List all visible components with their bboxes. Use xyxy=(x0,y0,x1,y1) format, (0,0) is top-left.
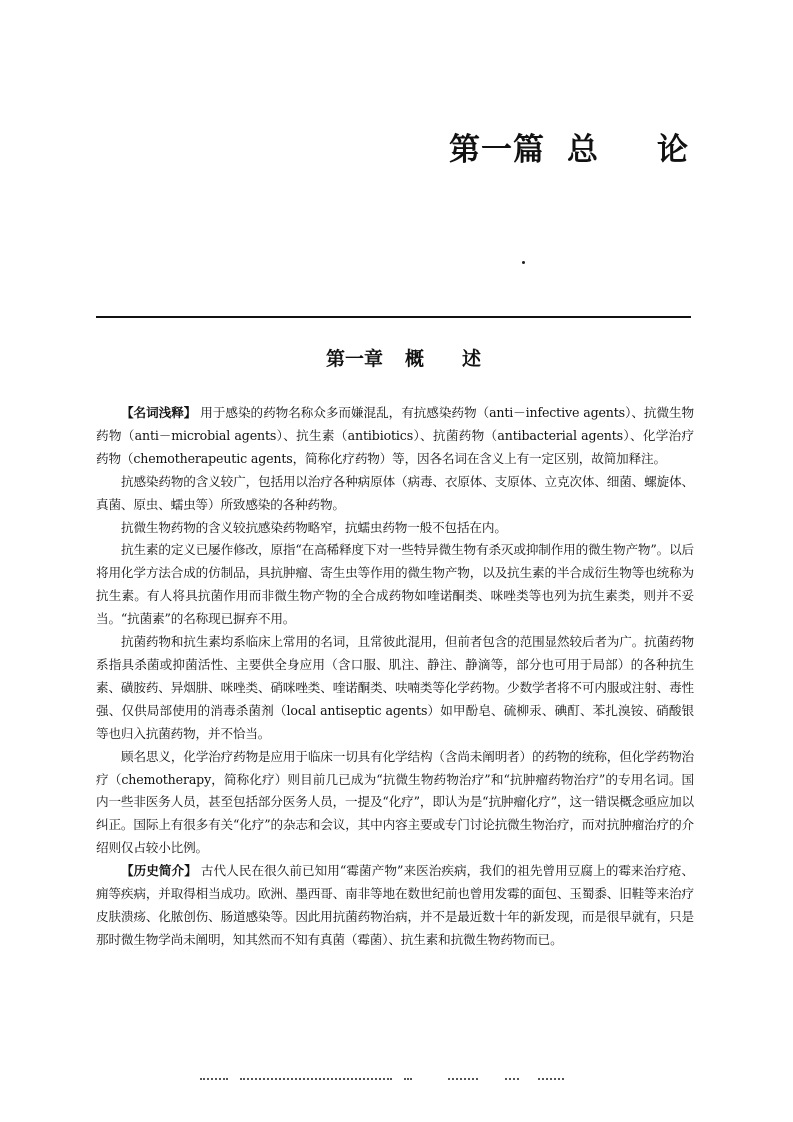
paragraph-antibiotics xyxy=(96,539,694,631)
paragraph-history xyxy=(96,860,694,952)
chapter-title xyxy=(0,344,793,371)
paragraph-antibacterial xyxy=(96,631,694,746)
part-title-word-1: 第一篇 xyxy=(449,132,545,168)
paragraph-text: 抗微生物药物的含义较抗感染药物略窄，抗蠕虫药物一般不包括在内。 xyxy=(121,519,507,535)
paragraph-text: 抗生素的定义已屡作修改，原指“在高稀释度下对一些特异微生物有杀灭或抑制作用的微生物产物”。以后将用化学方法合成的仿制品，具抗肿瘤、寄生虫等作用的微生物产物，以及抗生素的半合成衍生物等也统称为抗生素。有人将具抗菌作用而非微生物产物的全合成药物如喹诺酮类、咪唑类等也列为抗生素类，则并不妥当。“抗菌素”的名称现已摒弃不用。 xyxy=(96,542,694,627)
paragraph-text: 古代人民在很久前已知用“霉菌产物”来医治疾病，我们的祖先曾用豆腐上的霉来治疗疮、痈等疾病，并取得相当成功。欧洲、墨西哥、南非等地在数世纪前也曾用发霉的面包、玉蜀黍、旧鞋等来治疗皮肤溃疡、化脓创伤、肠道感染等。因此用抗菌药物治病，并不是最近数十年的新发现，而是很早就有，只是那时微生物学尚未阐明，知其然而不知有真菌（霉菌）、抗生素和抗微生物药物而已。 xyxy=(96,863,694,947)
scan-mark xyxy=(505,1078,519,1081)
part-title xyxy=(449,124,689,169)
chapter-title-word-3: 述 xyxy=(462,348,482,370)
section-rule xyxy=(96,316,691,318)
scan-mark xyxy=(448,1078,478,1081)
part-title-word-2: 总 xyxy=(567,132,599,168)
paragraph-text: 抗感染药物的含义较广，包括用以治疗各种病原体（病毒、衣原体、支原体、立克次体、细菌、螺旋体、真菌、原虫、蠕虫等）所致感染的各种药物。 xyxy=(96,473,694,512)
print-speck xyxy=(522,261,525,264)
paragraph-text: 顾名思义，化学治疗药物是应用于临床一切具有化学结构（含尚未阐明者）的药物的统称，但化学药物治疗（chemotherapy，简称化疗）则目前几已成为“抗微生物药物治疗”和“抗肿瘤药物治疗”的专用名词。国内一些非医务人员，甚至包括部分医务人员，一提及“化疗”，即认为是“抗肿瘤化疗”，这一错误概念亟应加以纠正。国际上有很多有关“化疗”的杂志和会议，其中内容主要或专门讨论抗微生物治疗，而对抗肿瘤治疗的介绍则仅占较小比例。 xyxy=(96,748,694,856)
chapter-title-word-1: 第一章 xyxy=(325,348,383,370)
paragraph-chemotherapy xyxy=(96,746,694,861)
section-heading-term-definitions: 【名词浅释】 xyxy=(121,405,197,420)
scan-mark xyxy=(538,1078,564,1081)
bottom-scan-artifact xyxy=(0,1078,793,1082)
scan-mark xyxy=(404,1078,412,1081)
paragraph-text: 用于感染的药物名称众多而嫌混乱，有抗感染药物（anti－infective agents）、抗微生物药物（anti－microbial agents）、抗生素（antibiotics）、抗菌药物（antibacterial agents）、化学治疗药物（chemotherapeutic agents，简称化疗药物）等，因各名词在含义上有一定区别，故简加释注。 xyxy=(96,405,694,466)
paragraph-anti-microbial xyxy=(96,517,694,540)
paragraph-text: 抗菌药物和抗生素均系临床上常用的名词，且常彼此混用，但前者包含的范围显然较后者为广。抗菌药物系指具杀菌或抑菌活性、主要供全身应用（含口服、肌注、静注、静滴等，部分也可用于局部）的各种抗生素、磺胺药、异烟肼、咪唑类、硝咪唑类、喹诺酮类、呋喃类等化学药物。少数学者将不可内服或注射、毒性强、仅供局部使用的消毒杀菌剂（local antiseptic agents）如甲酚皂、硫柳汞、碘酊、苯扎溴铵、硝酸银等也归入抗菌药物，并不恰当。 xyxy=(96,634,694,741)
section-heading-history: 【历史简介】 xyxy=(121,863,197,879)
chapter-title-word-2: 概 xyxy=(404,348,424,370)
body-text xyxy=(96,402,694,952)
paragraph-anti-infective xyxy=(96,471,694,517)
paragraph-term-definitions xyxy=(96,402,694,471)
scan-mark xyxy=(240,1078,392,1081)
scan-mark xyxy=(200,1078,228,1081)
part-title-word-3: 论 xyxy=(657,132,689,168)
